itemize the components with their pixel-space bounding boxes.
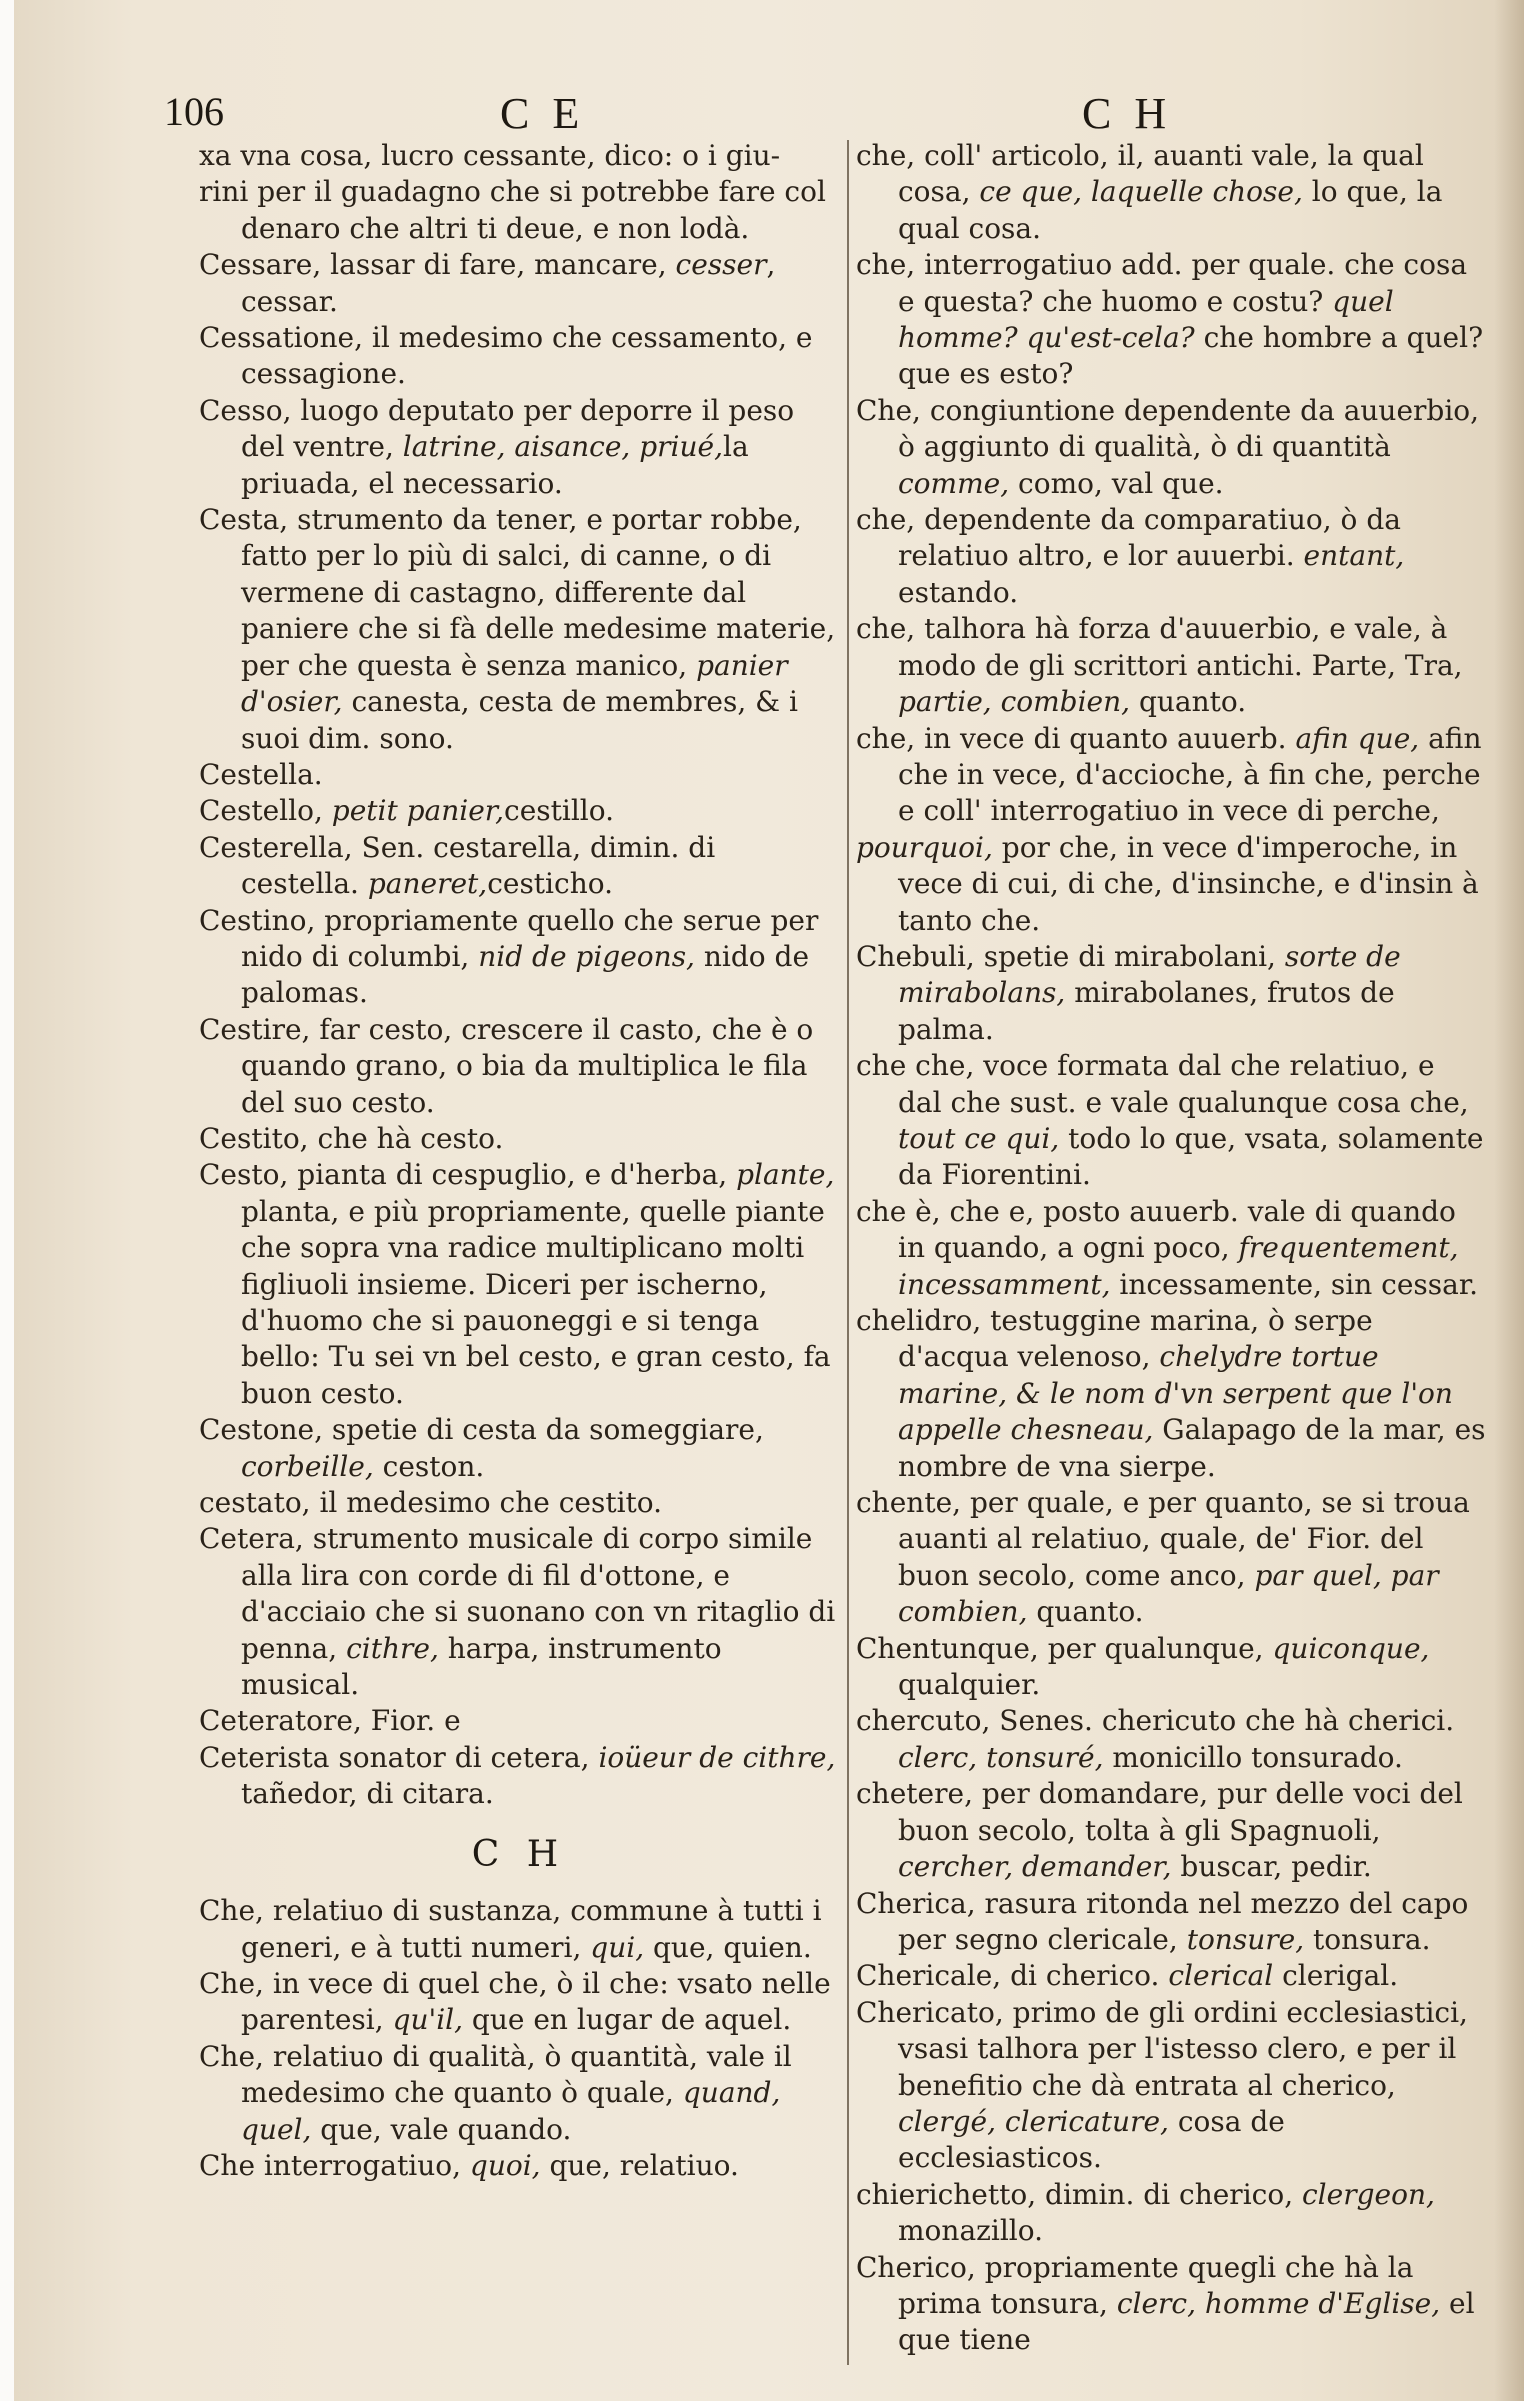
dictionary-entry — [199, 1966, 839, 2039]
right-column — [856, 138, 1486, 2359]
dictionary-entry — [856, 1958, 1486, 1994]
entry-continuation: Galapago de la mar, es nombre de vna sierpe. — [898, 1413, 1486, 1483]
entry-translation: paneret, — [367, 867, 488, 901]
entry-translation: chelydre tortue marine, & le nom d'vn serpent que l'on appelle chesneau, — [898, 1340, 1453, 1447]
entry-continuation: que, vale quando. — [311, 2112, 572, 2146]
entry-continuation: mirabolanes, frutos de palma. — [898, 976, 1395, 1046]
entry-translation: afin que, — [1295, 721, 1420, 755]
entry-text: Che, congiuntione dependente da auuerbio, ò aggiunto di qualità, ò di quantità — [856, 393, 1480, 464]
entry-translation: quand, quel, — [241, 2076, 781, 2146]
entry-translation: cesser — [675, 248, 767, 282]
dictionary-entry — [856, 830, 1486, 939]
entry-continuation: harpa, instrumento musical. — [241, 1631, 722, 1702]
entry-continuation: como, val que. — [1009, 466, 1224, 500]
entry-translation: petit panier, — [331, 794, 505, 828]
entry-translation: quiconque, — [1272, 1631, 1430, 1665]
column-divider — [847, 140, 849, 2365]
dictionary-entry — [199, 1012, 839, 1121]
entry-continuation: afin che in vece, d'accioche, à fin che, perche e coll' interrogatiuo in vece di perche, — [898, 721, 1482, 828]
right-entries — [856, 138, 1486, 2359]
entry-text: cestato, il medesimo che cestito. — [199, 1486, 663, 1520]
entry-translation: latrine, aisance, priué, — [402, 430, 723, 464]
entry-translation: cercher, demander, — [898, 1850, 1172, 1884]
entry-text: Cestire, far cesto, crescere il casto, che è o quando grano, o bia da multiplica le fila del suo cesto. — [199, 1012, 814, 1119]
entry-continuation: estando. — [898, 575, 1019, 609]
entry-text: Cestito, che hà cesto. — [199, 1121, 504, 1155]
entry-continuation: monazillo. — [898, 2214, 1044, 2248]
entry-text: Cessare, lassar di fare, mancare, — [199, 248, 676, 282]
entry-text: Chericato, primo de gli ordini ecclesiastici, vsasi talhora per l'istesso clero, e per il benefitio che dà entrata al cherico, — [856, 1995, 1468, 2102]
entry-translation: clergé, clericature, — [898, 2104, 1169, 2138]
dictionary-entry — [856, 721, 1486, 830]
dictionary-entry — [856, 939, 1486, 1048]
dictionary-entry — [199, 1121, 839, 1157]
entry-text: Cestino, propriamente quello che serue per nido di columbi, — [199, 903, 819, 973]
entry-translation: tonsure, — [1186, 1922, 1305, 1956]
entry-translation: plante, — [736, 1158, 835, 1192]
dictionary-entry — [199, 393, 839, 502]
entry-continuation: , cessar. — [241, 248, 776, 318]
entry-continuation: clerigal. — [1273, 1959, 1399, 1993]
entry-text: chetere, per domandare, pur delle voci del buon secolo, tolta à gli Spagnuoli, — [856, 1777, 1463, 1847]
entry-continuation: cesticho. — [487, 867, 613, 901]
entry-translation: quoi, — [469, 2148, 541, 2182]
entry-continuation: que, quien. — [644, 1930, 812, 1964]
entry-text: Cestello, — [199, 794, 332, 828]
entry-text: che, talhora hà forza d'auuerbio, e vale, à modo de gli scrittori antichi. Parte, Tra, — [856, 612, 1463, 682]
entry-continuation: qualquier. — [898, 1668, 1041, 1702]
entry-continuation: que en lugar de aquel. — [463, 2003, 792, 2037]
dictionary-entry — [856, 2177, 1486, 2250]
dictionary-entry — [856, 247, 1486, 393]
entry-text: Ceteratore, Fior. e — [199, 1704, 461, 1738]
entry-translation: clerical — [1168, 1959, 1274, 1993]
dictionary-entry — [199, 1740, 839, 1813]
entry-translation: corbeille, — [241, 1449, 374, 1483]
dictionary-entry — [199, 830, 839, 903]
section-heading-ch: C H — [471, 1833, 567, 1875]
dictionary-entry — [199, 174, 839, 247]
dictionary-entry — [199, 757, 839, 793]
entry-continuation: que, relatiuo. — [540, 2148, 739, 2182]
entry-translation: sorte de mirabolans, — [898, 939, 1401, 1010]
dictionary-entry — [199, 1893, 839, 1966]
entry-translation: pourquoi, — [856, 830, 993, 864]
entry-continuation: planta, e più propriamente, quelle piante che sopra vna radice multiplicano molti figliuoli insieme. Diceri per ischerno, d'huomo che si pauoneggi e si tenga bello: Tu sei vn bel cesto, e gran cesto, fa buon cesto. — [241, 1194, 831, 1410]
dictionary-page — [14, 0, 1524, 2401]
page-number: 106 — [164, 89, 224, 134]
entry-text: Chentunque, per qualunque, — [856, 1631, 1273, 1665]
entry-text: Cestone, spetie di cesta da someggiare, — [199, 1413, 764, 1447]
right-running-head: C H — [1082, 89, 1173, 138]
dictionary-entry — [856, 611, 1486, 720]
entry-text: xa vna cosa, lucro cessante, dico: o i giu- — [199, 139, 781, 172]
dictionary-entry — [199, 502, 839, 757]
entry-continuation: nido de palomas. — [241, 939, 810, 1010]
entry-translation: comme, — [898, 466, 1010, 500]
left-column — [199, 138, 839, 2184]
entry-text: Cesso, luogo deputato per deporre il peso del ventre, — [199, 393, 795, 464]
ch-entries — [199, 1893, 839, 2184]
entry-text: Cesta, strumento da tener, e portar robbe, fatto per lo più di salci, di canne, o di vermene di castagno, differente dal paniere che si fà delle medesime materie, per che questa è senza manico, — [199, 503, 836, 682]
entry-text: Cherico, propriamente quegli che hà la prima tonsura, — [856, 2250, 1414, 2320]
dictionary-entry — [856, 1303, 1486, 1485]
dictionary-entry — [199, 903, 839, 1012]
entry-text: chente, per quale, e per quanto, se si troua auanti al relatiuo, quale, de' Fior. del buon secolo, come anco, — [856, 1486, 1470, 1592]
entry-continuation: tonsura. — [1304, 1922, 1431, 1956]
entry-text: rini per il guadagno che si potrebbe fare col denaro che altri ti deue, e non lodà. — [199, 175, 826, 245]
dictionary-entry — [856, 1048, 1486, 1194]
dictionary-entry — [856, 1995, 1486, 2177]
entry-translation: panier d'osier, — [241, 648, 788, 719]
entry-continuation: la priuada, el necessario. — [241, 430, 749, 500]
entry-translation: clerc, homme d'Eglise, — [1116, 2286, 1441, 2320]
dictionary-entry — [856, 1485, 1486, 1631]
entry-text: che, interrogatiuo add. per quale. che cosa e questa? che huomo e costu? — [856, 248, 1468, 318]
dictionary-entry — [856, 393, 1486, 502]
dictionary-entry — [199, 793, 839, 829]
dictionary-entry — [856, 1776, 1486, 1885]
entry-translation: clergeon, — [1302, 2177, 1435, 2211]
dictionary-entry — [199, 1521, 839, 1703]
entry-text: che che, voce formata dal che relatiuo, e dal che sust. e vale qualunque cosa che, — [856, 1049, 1469, 1119]
entry-translation: clerc, tonsuré, — [898, 1740, 1104, 1774]
dictionary-entry — [199, 247, 839, 320]
entry-continuation: monicillo tonsurado. — [1103, 1740, 1403, 1774]
entry-text: Cetera, strumento musicale di corpo simile alla lira con corde di fil d'ottone, e d'acciaio che si suonano con vn ritaglio di penna, — [199, 1522, 836, 1665]
entry-text: che è, che e, posto auuerb. vale di quando in quando, a ogni poco, — [856, 1194, 1456, 1265]
entry-text: chercuto, Senes. chericuto che hà cherici. — [856, 1704, 1455, 1738]
entry-continuation: che hombre a quel? que es esto? — [898, 321, 1484, 391]
dictionary-entry — [856, 138, 1486, 247]
dictionary-entry — [199, 2039, 839, 2148]
dictionary-entry — [856, 502, 1486, 611]
entry-continuation: por che, in vece d'imperoche, in vece di cui, di che, d'insinche, e d'insin à tanto che. — [898, 830, 1479, 937]
entry-continuation: cestillo. — [504, 794, 615, 828]
entry-text: Che interrogatiuo, — [199, 2148, 470, 2182]
entry-text: Che, in vece di quel che, ò il che: vsato nelle parentesi, — [199, 1966, 831, 2037]
entry-continuation: lo que, la qual cosa. — [898, 175, 1443, 245]
entry-translation: partie, combien, — [898, 685, 1131, 719]
entry-continuation: quanto. — [1130, 685, 1247, 719]
entry-translation: nid de pigeons, — [478, 939, 695, 973]
entry-text: chierichetto, dimin. di cherico, — [856, 2177, 1302, 2211]
entry-continuation: quanto. — [1027, 1595, 1144, 1629]
entry-continuation: cosa de ecclesiasticos. — [898, 2104, 1285, 2175]
entry-text: Cessatione, il medesimo che cessamento, e cessagione. — [199, 321, 813, 391]
entry-continuation: canesta, cesta de membres, & i suoi dim. sono. — [241, 685, 798, 755]
dictionary-entry — [856, 1703, 1486, 1776]
entry-continuation: ceston. — [373, 1449, 485, 1483]
dictionary-entry — [199, 1485, 839, 1521]
entry-text: Cesto, pianta di cespuglio, e d'herba, — [199, 1158, 737, 1192]
entry-text: Cestella. — [199, 757, 323, 791]
entry-translation: quel homme? qu'est-cela? — [898, 284, 1394, 355]
dictionary-entry — [199, 1412, 839, 1485]
entry-translation: qu'il, — [392, 2003, 464, 2037]
entry-continuation: tañedor, di citara. — [241, 1777, 494, 1811]
page-edge-shadow — [1494, 0, 1524, 2401]
entry-text: Cherica, rasura ritonda nel mezzo del capo per segno clericale, — [856, 1886, 1469, 1956]
entry-text: chelidro, testuggine marina, ò serpe d'acqua velenoso, — [856, 1304, 1373, 1374]
entry-continuation: el que tiene — [898, 2286, 1475, 2357]
left-entries — [199, 138, 839, 1813]
entry-translation: tout ce qui, — [898, 1121, 1060, 1155]
dictionary-entry — [856, 1886, 1486, 1959]
entry-text: Chericale, di cherico. — [856, 1959, 1169, 1993]
entry-text: che, in vece di quanto auuerb. — [856, 721, 1296, 755]
entry-translation: ce que, laquelle chose, — [979, 175, 1303, 209]
entry-text: Che, relatiuo di qualità, ò quantità, vale il medesimo che quanto ò quale, — [199, 2039, 792, 2110]
dictionary-entry — [199, 1157, 839, 1412]
entry-translation: par quel, par combien, — [898, 1558, 1439, 1629]
entry-translation: entant, — [1303, 539, 1405, 573]
entry-translation: frequentement, incessamment, — [898, 1231, 1459, 1301]
dictionary-entry — [199, 320, 839, 393]
left-running-head: C E — [500, 89, 586, 138]
entry-text: Che, relatiuo di sustanza, commune à tutti i generi, e à tutti numeri, — [199, 1894, 822, 1964]
dictionary-entry — [199, 138, 839, 174]
dictionary-entry — [856, 2250, 1486, 2359]
entry-continuation: buscar, pedir. — [1171, 1850, 1372, 1884]
entry-continuation: todo lo que, vsata, solamente da Fiorentini. — [898, 1121, 1484, 1192]
dictionary-entry — [856, 1194, 1486, 1303]
entry-continuation: incessamente, sin cessar. — [1110, 1267, 1479, 1301]
entry-translation: cithre, — [346, 1631, 439, 1665]
dictionary-entry — [199, 1703, 839, 1739]
entry-text: che, dependente da comparatiuo, ò da relatiuo altro, e lor auuerbi. — [856, 503, 1401, 573]
entry-text: Cesterella, Sen. cestarella, dimin. di cestella. — [199, 830, 716, 901]
entry-translation: qui, — [590, 1930, 645, 1964]
entry-text: che, coll' articolo, il, auanti vale, la qual cosa, — [856, 139, 1424, 209]
entry-translation: ioüeur de cithre, — [598, 1740, 836, 1774]
entry-text: Ceterista sonator di cetera, — [199, 1740, 599, 1774]
dictionary-entry — [856, 1631, 1486, 1704]
dictionary-entry — [199, 2148, 839, 2184]
entry-text: Chebuli, spetie di mirabolani, — [856, 939, 1285, 973]
